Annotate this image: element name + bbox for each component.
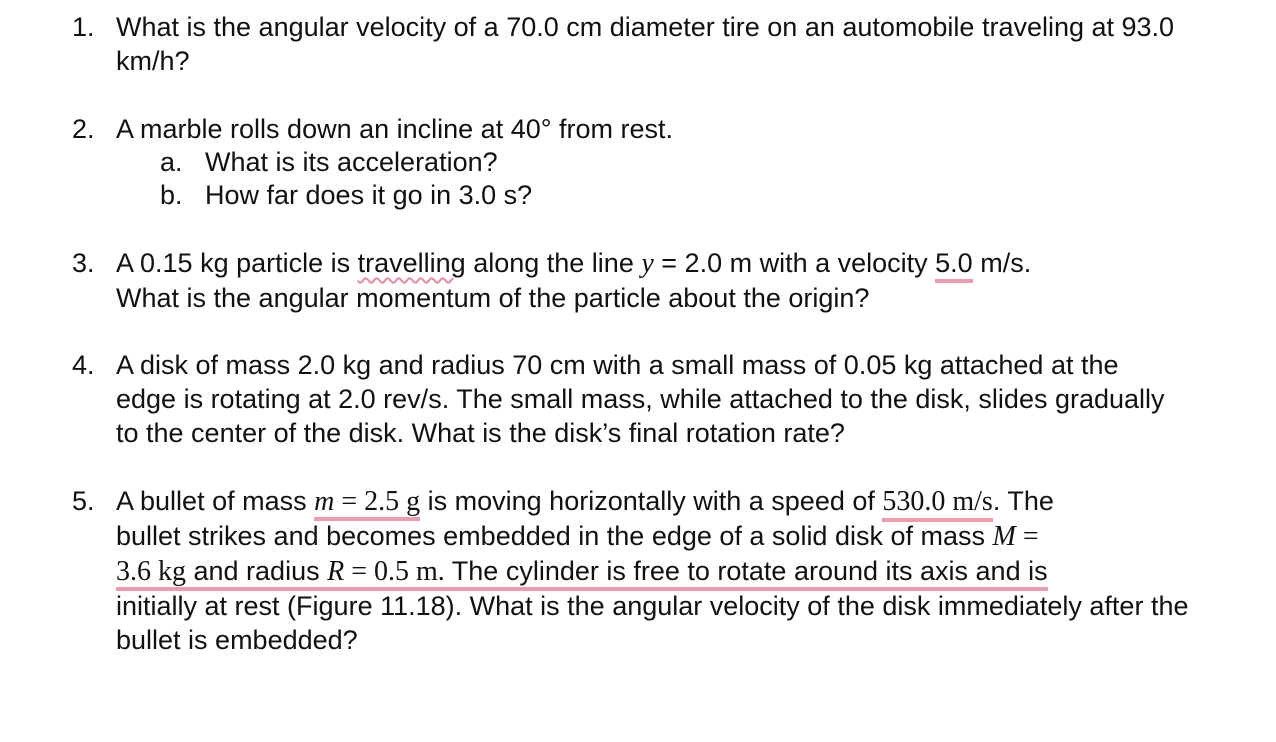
- question-line: What is the angular momentum of the particle about the origin?: [116, 283, 870, 313]
- text-run: and radius: [186, 556, 328, 586]
- question-line: [116, 554, 1192, 589]
- question-line: [116, 246, 1192, 281]
- math-expression: = 0.5 m.: [344, 556, 445, 587]
- question-number: 5.: [72, 486, 95, 516]
- question-line: [116, 484, 1192, 519]
- question-text: [116, 246, 1192, 315]
- sub-question-b: [160, 179, 1192, 212]
- math-variable-m: m: [314, 486, 335, 517]
- sub-question-letter: a.: [160, 147, 183, 177]
- spelling-flag[interactable]: travelling: [357, 248, 466, 278]
- question-4: [72, 348, 1192, 450]
- math-expression: = 2.5 g: [334, 486, 421, 517]
- question-2: [72, 112, 1192, 212]
- question-line: [116, 519, 1192, 554]
- text-run: is moving horizontally with a speed of: [420, 486, 883, 516]
- sub-question-text: What is its acceleration?: [205, 147, 498, 177]
- question-3: [72, 246, 1192, 315]
- text-run: A bullet of mass: [116, 486, 315, 516]
- question-number: 1.: [72, 12, 95, 42]
- text-run: The cylinder is free to rotate around its axis and is: [444, 556, 1048, 586]
- question-number: 2.: [72, 114, 95, 144]
- sub-question-letter: b.: [160, 180, 183, 210]
- grammar-flag[interactable]: [314, 486, 420, 521]
- math-variable-R: R: [327, 556, 345, 587]
- question-line: initially at rest (Figure 11.18). What is the angular velocity of the disk immediately after the bullet is embedded?: [116, 591, 1189, 655]
- question-1: [72, 10, 1192, 78]
- text-run: . The: [992, 486, 1054, 516]
- grammar-flag[interactable]: 5.0: [935, 248, 973, 283]
- text-run: m/s.: [972, 248, 1032, 278]
- question-number: 4.: [72, 350, 95, 380]
- question-text: [116, 484, 1192, 657]
- text-run: along the line: [465, 248, 642, 278]
- math-variable-y: y: [641, 248, 654, 279]
- question-text: A marble rolls down an incline at 40° from rest.: [116, 114, 674, 144]
- text-run: A 0.15 kg particle is: [116, 248, 358, 278]
- question-number: 3.: [72, 248, 95, 278]
- sub-question-a: [160, 146, 1192, 179]
- grammar-flag[interactable]: 530.0 m/s: [882, 486, 992, 522]
- text-run: bullet strikes and becomes embedded in the edge of a solid disk of mass: [116, 521, 993, 551]
- question-text: A disk of mass 2.0 kg and radius 70 cm with a small mass of 0.05 kg attached at the edge is rotating at 2.0 rev/s. The small mass, while attached to the disk, slides gradually to the center of the disk. What is the disk’s final rotation rate?: [116, 350, 1165, 448]
- math-variable-M: M: [992, 521, 1016, 552]
- math-expression: =: [1015, 521, 1039, 552]
- grammar-flag[interactable]: [116, 556, 1048, 591]
- math-expression: 3.6 kg: [116, 556, 186, 587]
- question-text: What is the angular velocity of a 70.0 cm diameter tire on an automobile traveling at 93.0 km/h?: [116, 12, 1175, 76]
- question-5: [72, 484, 1192, 657]
- sub-question-text: How far does it go in 3.0 s?: [205, 180, 533, 210]
- text-run: = 2.0 m with a velocity: [653, 248, 936, 278]
